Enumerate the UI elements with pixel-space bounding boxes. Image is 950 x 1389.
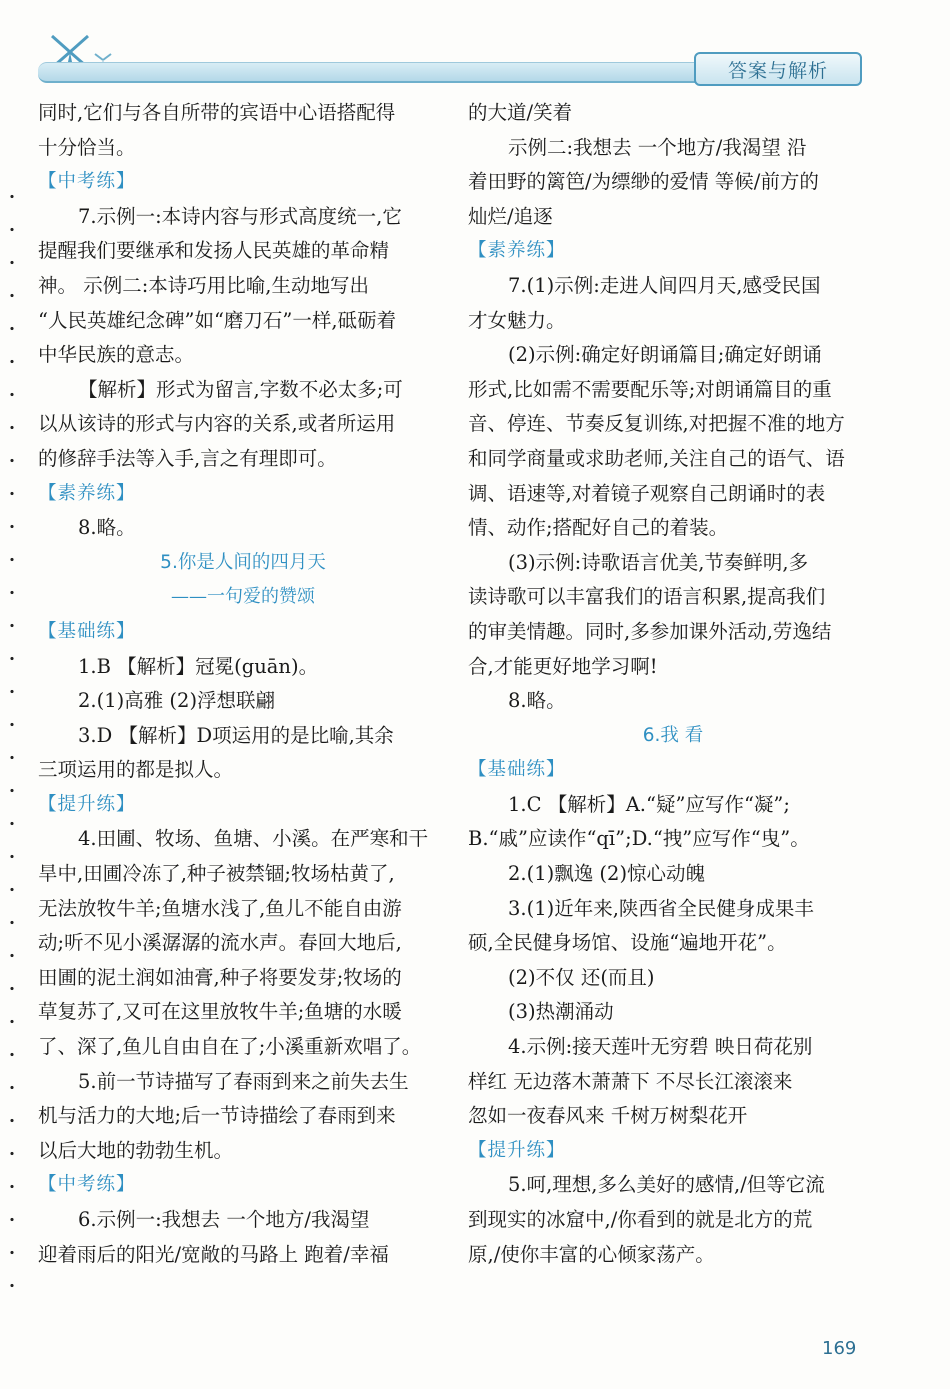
text-line: 中华民族的意志。 [38,343,195,367]
text-line: 2.(1)飘逸 (2)惊心动魄 [508,862,706,886]
text-line: 音、停连、节奏反复训练,对把握不准的地方 [468,412,845,436]
section-heading: 【素养练】 [468,240,566,262]
binding-dots [10,180,14,1310]
text-line: 形式,比如需不需要配乐等;对朗诵篇目的重 [468,377,832,401]
text-line: (2)不仅 还(而且) [508,965,655,989]
text-line: 示例二:我想去 一个地方/我渴望 沿 [508,135,807,159]
text-line: 旱中,田圃冷冻了,种子被禁锢;牧场枯黄了, [38,862,395,886]
text-line: 到现实的冰窟中,/你看到的就是北方的荒 [468,1208,813,1231]
text-line: 的审美情趣。同时,多参加课外活动,劳逸结 [468,619,832,643]
section-heading: 【中考练】 [38,171,136,193]
text-line: 和同学商量或求助老师,关注自己的语气、语 [468,446,845,470]
section-tab: 答案与解析 [694,52,862,86]
text-line: 原,/使你丰富的心倾家荡产。 [468,1242,715,1266]
text-line: 提醒我们要继承和发扬人民英雄的革命精 [38,239,390,263]
text-line: 合,才能更好地学习啊! [468,654,658,678]
text-line: 3.D 【解析】D项运用的是比喻,其余 [78,723,394,747]
text-line: 草复苏了,又可在这里放牧牛羊;鱼塘的水暖 [38,1000,402,1024]
section-heading: 【中考练】 [38,1174,136,1196]
text-line: 8.略。 [78,516,136,540]
text-line: 5.前一节诗描写了春雨到来之前失去生 [78,1069,409,1093]
section-heading: 【提升练】 [38,793,136,815]
section-heading: 【基础练】 [38,620,136,642]
text-line: 才女魅力。 [468,308,566,332]
text-line: (3)热潮涌动 [508,1000,614,1024]
page-header [0,0,950,90]
text-line: 1.C 【解析】A.“疑”应写作“凝”; [508,792,790,816]
text-line: 样红 无边落木萧萧下 不尽长江滚滚来 [468,1069,793,1093]
text-line: 同时,它们与各自所带的宾语中心语搭配得 [38,101,396,124]
text-line: 1.B 【解析】冠冕(guān)。 [78,654,319,678]
text-line: 迎着雨后的阳光/宽敞的马路上 跑着/幸福 [38,1242,389,1266]
lesson-title: 6.我 看 [642,724,704,746]
text-line: 【解析】形式为留言,字数不必太多;可 [78,377,403,401]
text-line: 神。 示例二:本诗巧用比喻,生动地写出 [38,273,369,297]
text-line: 无法放牧牛羊;鱼塘水浅了,鱼儿不能自由游 [38,896,402,920]
text-line: 着田野的篱笆/为缥缈的爱情 等候/前方的 [468,170,819,194]
text-line: 灿烂/追逐 [468,204,553,228]
text-line: 动;听不见小溪潺潺的流水声。春回大地后, [38,931,402,955]
text-line: 调、语速等,对着镜子观察自己朗诵时的表 [468,481,826,505]
text-line: 硕,全民健身场馆、设施“遍地开花”。 [468,931,787,955]
text-line: 读诗歌可以丰富我们的语言积累,提高我们 [468,585,826,609]
lesson-subtitle: ——一句爱的赞颂 [171,586,315,608]
text-line: 田圃的泥土润如油膏,种子将要发芽;牧场的 [38,965,402,989]
text-line: (3)示例:诗歌语言优美,节奏鲜明,多 [508,550,809,574]
text-line: 了、深了,鱼儿自由自在了;小溪重新欢唱了。 [38,1035,422,1059]
text-line: 机与活力的大地;后一节诗描绘了春雨到来 [38,1104,396,1128]
section-heading: 【基础练】 [468,759,566,781]
text-line: 以从该诗的形式与内容的关系,或者所运用 [38,412,396,436]
right-column [468,96,878,1272]
section-heading: 【素养练】 [38,482,136,504]
text-line: 的大道/笑着 [468,101,573,124]
text-line: 以后大地的勃勃生机。 [38,1138,234,1162]
text-line: 4.示例:接天莲叶无穷碧 映日荷花别 [508,1035,813,1059]
text-line: B.“戚”应读作“qī”;D.“拽”应写作“曳”。 [468,827,810,851]
text-line: 8.略。 [508,689,566,713]
section-heading: 【提升练】 [468,1139,566,1161]
text-line: 5.呵,理想,多么美好的感情,/但等它流 [508,1173,825,1197]
text-line: 3.(1)近年来,陕西省全民健身成果丰 [508,896,814,920]
text-line: 7.示例一:本诗内容与形式高度统一,它 [78,204,402,228]
text-line: 6.示例一:我想去 一个地方/我渴望 [78,1208,370,1231]
text-line: 十分恰当。 [38,135,136,159]
text-line: 7.(1)示例:走进人间四月天,感受民国 [508,273,821,297]
text-line: 的修辞手法等入手,言之有理即可。 [38,446,337,470]
text-line: “人民英雄纪念碑”如“磨刀石”一样,砥砺着 [38,308,397,332]
page-number: 169 [822,1338,857,1359]
text-line: 情、动作;搭配好自己的着装。 [468,516,729,540]
text-line: 三项运用的都是拟人。 [38,758,234,782]
text-line: 2.(1)高雅 (2)浮想联翩 [78,689,276,713]
text-line: 忽如一夜春风来 千树万树梨花开 [468,1104,748,1128]
text-line: 4.田圃、牧场、鱼塘、小溪。在严寒和干 [78,827,429,851]
text-line: (2)示例:确定好朗诵篇目;确定好朗诵 [508,343,822,367]
lesson-title: 5.你是人间的四月天 [160,551,326,573]
left-column [38,96,448,1272]
